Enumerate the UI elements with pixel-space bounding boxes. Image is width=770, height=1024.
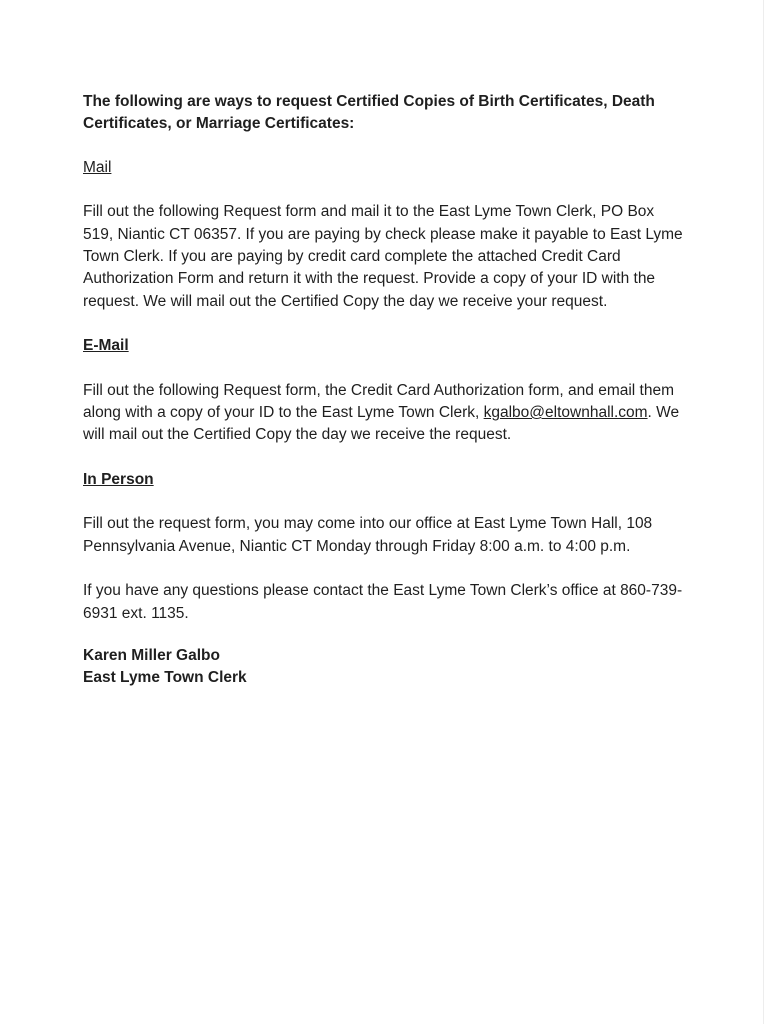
email-text-after: . We will mail out the Certified Copy the day we receive the request.	[83, 404, 680, 444]
email-address-link[interactable]: kgalbo@eltownhall.com	[483, 404, 648, 422]
scan-edge-line	[763, 0, 764, 1024]
email-text-before: Fill out the following Request form, the Credit Card Authorization form, and email them along with a copy of your ID to the East Lyme Town Clerk,	[83, 381, 674, 422]
document-body	[83, 91, 683, 690]
in-person-heading: In Person	[83, 470, 154, 488]
signature-name: Karen Miller Galbo	[83, 646, 220, 664]
mail-paragraph: Fill out the following Request form and mail it to the East Lyme Town Clerk, PO Box 519, Niantic CT 06357. If you are paying by check please make it payable to East Lyme Town Clerk. If you are paying by credit card complete the attached Credit Card Authorization Form and return it with the request. Provide a copy of your ID with the request. We will mail out the Certified Copy the day we receive your request.	[83, 203, 683, 310]
in-person-paragraph: Fill out the request form, you may come into our office at East Lyme Town Hall, 108 Pennsylvania Avenue, Niantic CT Monday through Friday 8:00 a.m. to 4:00 p.m.	[83, 515, 653, 555]
email-heading: E-Mail	[83, 337, 129, 355]
email-paragraph	[83, 380, 683, 447]
mail-heading: Mail	[83, 158, 112, 176]
signature-title: East Lyme Town Clerk	[83, 669, 247, 687]
contact-paragraph: If you have any questions please contact the East Lyme Town Clerk’s office at 860-739-6931 ext. 1135.	[83, 582, 683, 622]
intro-heading: The following are ways to request Certified Copies of Birth Certificates, Death Certificates, or Marriage Certificates:	[83, 93, 655, 133]
